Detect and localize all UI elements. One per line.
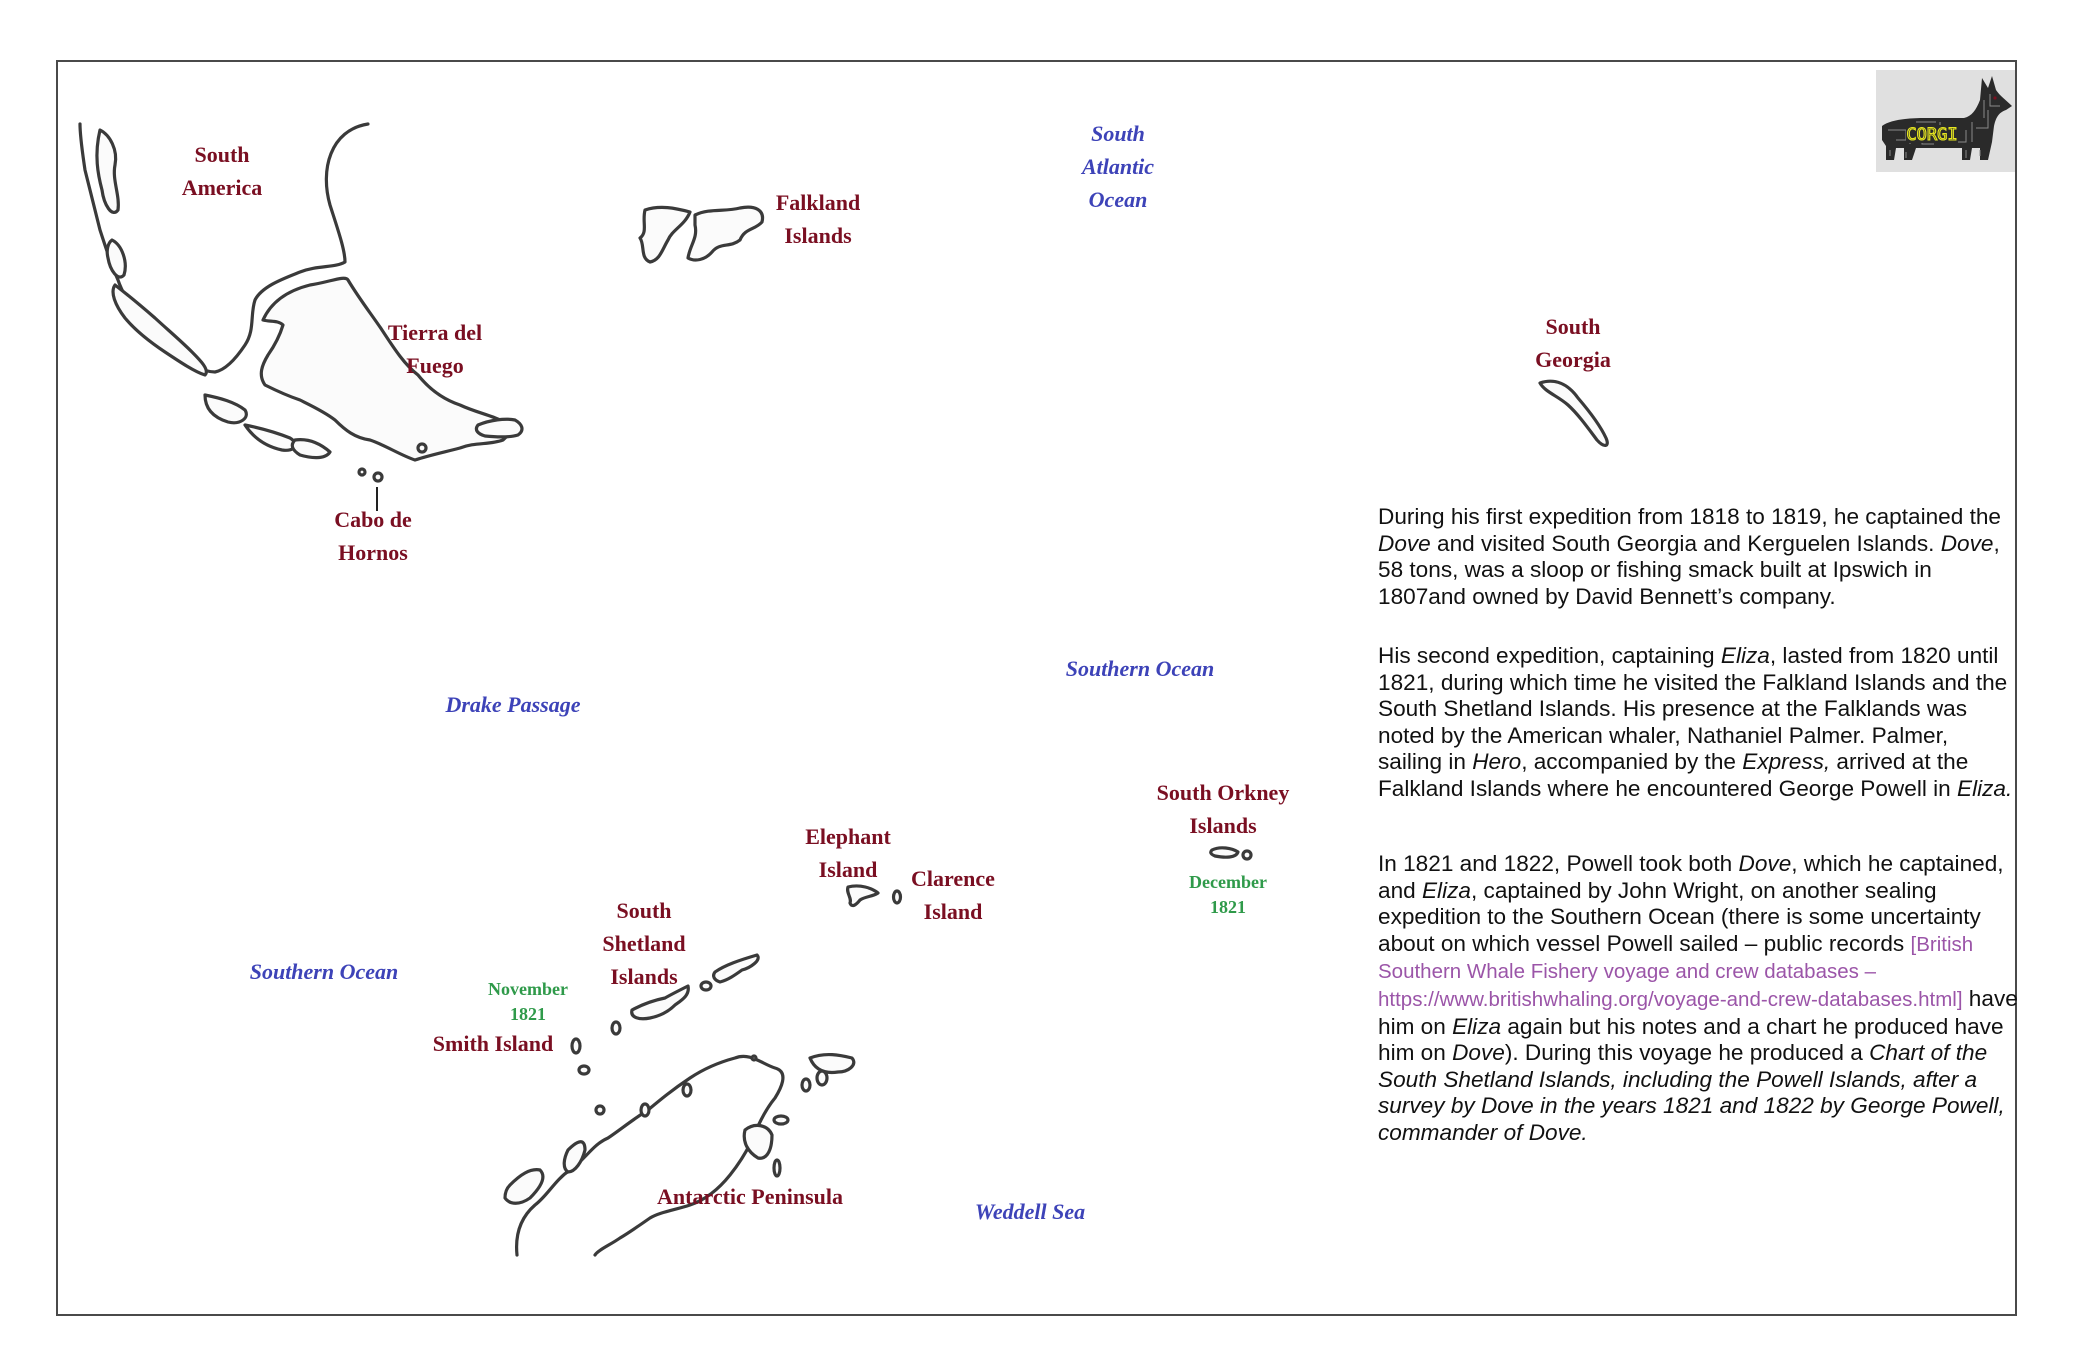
falkland-islands-shape (640, 207, 763, 262)
label-line: South (1091, 121, 1145, 146)
text-run: and visited South Georgia and Kerguelen Islands. (1430, 530, 1941, 556)
label-southern-ocean-west: Southern Ocean (249, 959, 399, 984)
label-line: Islands (1189, 813, 1257, 838)
label-falkland-islands (762, 186, 874, 252)
ship-name: Express, (1742, 749, 1831, 775)
label-line: South (616, 898, 672, 923)
label-south-atlantic-ocean (1062, 117, 1174, 216)
label-cabo-de-hornos (318, 503, 428, 569)
label-tierra-del-fuego (370, 316, 500, 382)
text-run: ). During this voyage he produced a (1504, 1040, 1870, 1066)
text-run: His second expedition, captaining (1378, 643, 1721, 668)
label-drake-passage: Drake Passage (445, 692, 581, 717)
ship-name: Hero (1472, 749, 1522, 775)
label-line: Cabo de (334, 507, 412, 532)
label-date-december-1821 (1180, 870, 1276, 920)
ship-name: Dove (1738, 851, 1792, 876)
label-smith-island: Smith Island (432, 1031, 554, 1056)
label-line: Georgia (1535, 347, 1611, 372)
text-run: again but his notes and a chart he produced have him on (1378, 1013, 2004, 1066)
label-elephant-island (793, 820, 903, 886)
south-orkney-shape (1211, 848, 1251, 859)
label-line: Shetland (602, 931, 686, 956)
ship-name: Dove (1378, 530, 1431, 556)
narrative-paragraph-1 (1378, 504, 2018, 610)
label-line: Atlantic (1081, 154, 1155, 179)
chart-title: Chart of the South Shetland Islands, including the Powell Islands, after a survey by Dove in the years 1821 and 1822 by George Powell, commander of Dove. (1378, 1040, 2005, 1145)
antarctic-peninsula-shape (505, 1055, 854, 1255)
ship-name: Eliza (1720, 643, 1770, 668)
label-line: Clarence (911, 866, 995, 891)
reference-link[interactable]: [British Southern Whale Fishery voyage and crew databases – https://www.britishwhaling.org/voyage-and-crew-databases.html] (1378, 932, 1974, 1011)
label-line: Ocean (1088, 187, 1148, 212)
label-line: 1821 (510, 1004, 546, 1024)
ship-name: Dove (1452, 1040, 1505, 1066)
label-south-georgia (1522, 310, 1624, 376)
text-run: , lasted from 1820 until 1821, during which time he visited the Falkland Islands and the South Shetland Islands. His presence at the Falklands was noted by the American whaler, Nathaniel Palmer. Palmer, sailing in (1378, 643, 2008, 775)
ship-name: Eliza (1421, 877, 1471, 903)
label-line: Islands (784, 223, 852, 248)
label-date-november-1821 (478, 977, 578, 1027)
text-run: In 1821 and 1822, Powell took both (1378, 851, 1739, 876)
text-run: , 58 tons, was a sloop or fishing smack built at Ipswich in 1807and owned by David Bennett’s company. (1378, 530, 2000, 609)
logo-text: CORGI (1906, 125, 1958, 145)
label-line: South Orkney (1156, 780, 1290, 805)
label-line: Islands (610, 964, 678, 989)
narrative-paragraph-3 (1378, 851, 2018, 1147)
text-run: , accompanied by the (1521, 749, 1743, 775)
text-run: During his first expedition from 1818 to 1819, he captained the (1378, 504, 2001, 529)
ship-name: Dove (1940, 530, 1994, 556)
label-southern-ocean-east: Southern Ocean (1065, 656, 1215, 681)
label-line: Fuego (406, 353, 464, 378)
label-line: America (181, 175, 263, 200)
label-line: Elephant (805, 824, 891, 849)
label-south-america (172, 138, 272, 204)
narrative-paragraph-2 (1378, 643, 2018, 803)
label-line: December (1189, 872, 1267, 892)
label-line: 1821 (1210, 897, 1246, 917)
ship-name: Eliza (1452, 1013, 1502, 1039)
label-antarctic-peninsula: Antarctic Peninsula (657, 1184, 843, 1209)
ship-name: Eliza. (1957, 775, 2013, 801)
label-line: November (488, 979, 568, 999)
label-clarence-island (898, 862, 1008, 928)
label-line: Island (818, 857, 878, 882)
label-line: Island (923, 899, 983, 924)
label-weddell-sea: Weddell Sea (974, 1199, 1086, 1224)
text-run: , which he captained, and (1378, 851, 2004, 903)
label-line: South (1545, 314, 1601, 339)
corgi-maze-icon (1876, 70, 2015, 172)
corgi-logo (1876, 70, 2015, 172)
label-line: Falkland (775, 190, 861, 215)
text-run: , captained by John Wright, on another sealing expedition to the Southern Ocean (there is some uncertainty about on which vessel Powell sailed – public records (1378, 877, 1981, 956)
text-run: arrived at the Falkland Islands where he encountered George Powell in (1378, 749, 1969, 801)
elephant-clarence-shape (848, 886, 901, 906)
label-south-orkney-islands (1142, 776, 1304, 842)
label-south-shetland-islands (584, 894, 704, 993)
south-america-coast (80, 124, 522, 481)
label-line: Hornos (338, 540, 408, 565)
south-georgia-shape (1540, 381, 1607, 445)
label-line: Tierra del (387, 320, 483, 345)
label-line: South (194, 142, 250, 167)
text-run: have him on (1378, 985, 2018, 1039)
